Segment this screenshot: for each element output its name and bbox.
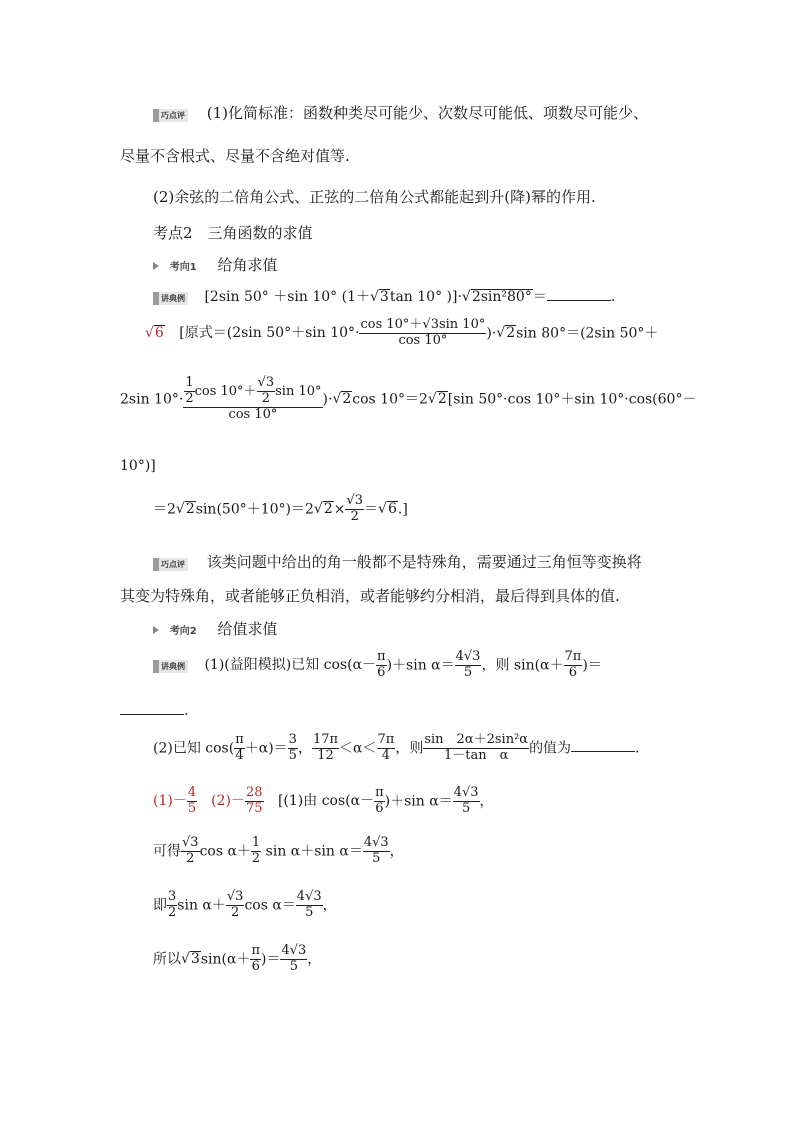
dir1-label: 考向1 (169, 262, 197, 273)
sol1-fraction1: $\frac{\cos 10^\circ+√3\sin 10^\circ}{\cos 10^\circ}$ (360, 317, 486, 348)
sol2-line2: 可得 $\frac{√3}{2}$ cos α＋ $\frac{1}{2}$ sin α＋sin α＝ $\frac{4√3}{5}$ ， (153, 835, 404, 866)
dir2-title: 给值求值 (217, 620, 278, 638)
note1-line2: 尽量不含根式、尽量不含绝对值等. (120, 147, 350, 165)
example2-part2: (2)已知 cos( $\frac{\pi}{4}$ ＋α)＝ $\frac{3}{5}$ ， $\frac{17\pi}{12}$ ＜α＜ $\frac{7\pi}{4}$ ，则 $\frac{\text{sin 2α＋2sin²α}}{\text{1－tan α}}$ 的值为 . (153, 732, 640, 763)
sol1-l2a: 2sin 10°· (120, 391, 184, 408)
sol1-l2b: )· (322, 391, 333, 408)
sol1-line1 (145, 318, 658, 349)
direction1 (153, 254, 278, 275)
dir1-title: 给角求值 (217, 256, 278, 274)
direction2 (153, 618, 278, 639)
sol1-line2 (120, 376, 696, 423)
note1-text1: (1)化简标准：函数种类尽可能少、次数尽可能低、项数尽可能少、 (206, 104, 649, 122)
ex1-radicand-sin: 2sin²80° (471, 289, 532, 305)
note1-line1 (153, 102, 648, 123)
answer-blank (120, 702, 184, 715)
sol1-answer: √ 6 (145, 325, 165, 341)
jiangdianli-tag: 讲典例 (153, 292, 188, 305)
jiangdianli-tag: 讲典例 (153, 660, 188, 673)
sol1-l1a: [原式＝(2sin 50°＋sin 10°· (179, 325, 360, 342)
answer-blank (571, 739, 635, 752)
ex1-equals: ＝ (532, 289, 547, 305)
sol1-sqrt2: 2 (506, 325, 516, 342)
sol2-line1: (1)－ $\frac{4}{5}$ (2)－ $\frac{28}{75}$ [(1)由 cos(α－ $\frac{\pi}{6}$ )＋sin α＝ $\frac{4√3}{5}$ ， (153, 785, 494, 816)
ex1-part-c: tan 10° )]· (389, 289, 462, 305)
sqrt-sign (370, 289, 379, 305)
sol1-fraction2: $\frac{1}{2}$ cos 10°＋ $\frac{√3}{2}$ sin 10° cos 10° (185, 375, 322, 422)
sol1-l1d: sin 80°＝(2sin 50°＋ (516, 325, 659, 342)
sol2-line4: 所以√ 3sin(α＋ $\frac{\pi}{6}$ )＝ $\frac{4√3}{5}$ ， (153, 944, 321, 975)
section-title: 考点2 三角函数的求值 (153, 224, 313, 242)
dianping-tag: 巧点评 (153, 558, 188, 571)
triangle-icon (153, 626, 159, 634)
sol2-answers: (1)－ $\frac{4}{5}$ (2)－ $\frac{28}{75}$ (153, 785, 263, 816)
example2-part1-blank: . (120, 702, 188, 719)
sol1-l4c: sin(50°＋10°)＝2 (195, 501, 314, 518)
example2-part1: 讲典例 (1)(益阳模拟)已知 cos(α－ $\frac{\pi}{6}$ )＋sin α＝ $\frac{4√3}{5}$ ，则 sin(α＋ $\frac{7\pi}{6}$ )＝ (153, 650, 602, 681)
dianping-tag: 巧点评 (153, 109, 188, 122)
ex1-period: . (610, 289, 616, 305)
sol1-l2f: [sin 50°·cos 10°＋sin 10°·cos(60°－ (447, 391, 697, 408)
note2-text1: 该类问题中给出的角一般都不是特殊角，需要通过三角恒等变换将 (206, 553, 642, 571)
sol2-line3: 即 $\frac{3}{2}$ sin α＋ $\frac{√3}{2}$ cos α＝ $\frac{4√3}{5}$ ， (153, 889, 337, 920)
sol1-line4: ＝2√ 2sin(50°＋10°)＝2√ 2× $\frac{√3}{2}$ ＝√ 6.] (153, 494, 408, 525)
dir2-label: 考向2 (169, 626, 197, 637)
sqrt-sign (462, 289, 471, 305)
sol1-l1b: )· (486, 325, 497, 342)
note1-line3: (2)余弦的二倍角公式、正弦的二倍角公式都能起到升(降)幂的作用. (153, 188, 596, 206)
note2-line2: 其变为特殊角，或者能够正负相消，或者能够约分相消，最后得到具体的值. (120, 587, 620, 605)
ex1-radicand-3: 3 (379, 289, 389, 305)
triangle-icon (153, 262, 159, 270)
answer-blank (547, 288, 611, 301)
sol1-l4a: ＝2 (153, 501, 176, 518)
note2-line1 (153, 551, 642, 572)
sol1-sqrt2b: 2 (342, 391, 352, 408)
sol1-sqrt2c: 2 (437, 391, 447, 408)
sol1-l2d: cos 10°＝2 (352, 391, 428, 408)
section-heading (153, 222, 313, 243)
ex1-part-a: [2sin 50° ＋sin 10° (1＋ (204, 289, 370, 305)
example1 (153, 286, 615, 306)
sol1-fraction3: $\frac{√3}{2}$ (346, 493, 364, 524)
sol1-line3: 10°)] (120, 458, 156, 474)
